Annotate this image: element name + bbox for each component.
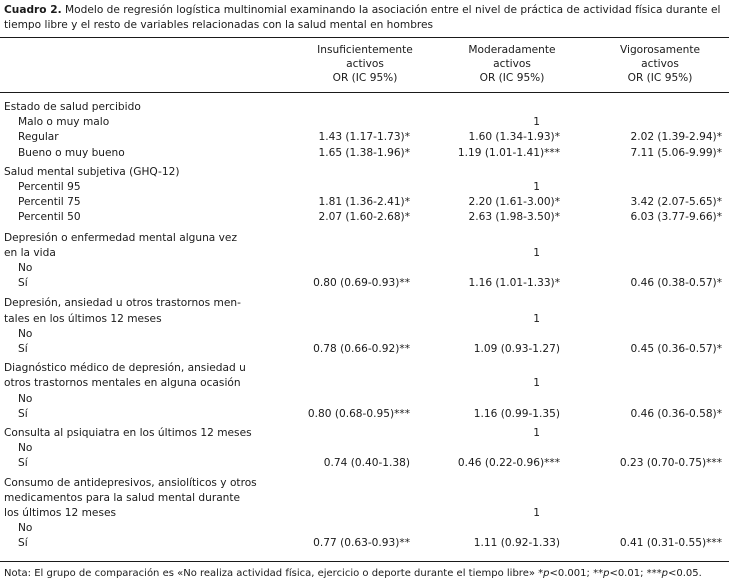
table-row [0,296,729,311]
col-header-line: activos [641,58,679,70]
note-text: <0.001; ** [549,568,604,579]
table-row [0,312,729,327]
note-p: p [543,568,550,579]
cell-col-3: 0.46 (0.36-0.58)* [630,407,722,420]
cell-col-2: 1.60 (1.34-1.93)* [468,131,560,144]
col-header-line: OR (IC 95%) [332,72,398,84]
table-row [0,261,729,276]
row-label: Salud mental subjetiva (GHQ-12) [4,165,180,178]
cell-col-1: 0.80 (0.68-0.95)*** [307,407,410,420]
cell-col-3: 6.03 (3.77-9.66)* [630,211,722,224]
cell-col-3: 0.41 (0.31-0.55)*** [619,537,722,550]
cell-col-2: 1.16 (0.99-1.35) [473,407,560,420]
col-header-line: Vigorosamente [619,44,700,56]
table-row [0,210,729,225]
table-note [4,566,702,581]
row-label: No [18,442,33,455]
table-row [0,521,729,536]
note-p: p [661,568,668,579]
cell-col-2: 1 [533,312,540,325]
cell-col-1: 0.80 (0.69-0.93)** [313,277,410,290]
table-row [0,506,729,521]
row-label: otros trastornos mentales en alguna ocasión [4,377,241,390]
col-header-insuficientemente [290,43,440,85]
cell-col-2: 2.20 (1.61-3.00)* [468,196,560,209]
cell-col-2: 0.46 (0.22-0.96)*** [457,457,560,470]
row-label: Depresión o enfermedad mental alguna vez [4,231,238,244]
row-label: Sí [18,343,28,355]
row-label: Percentil 95 [18,181,81,193]
table-row [0,165,729,180]
row-label: Bueno o muy bueno [18,146,125,159]
row-label: Sí [18,277,28,290]
cell-col-2: 1 [533,507,540,519]
col-header-line: OR (IC 95%) [479,72,545,84]
cell-col-3: 2.02 (1.39-2.94)* [630,131,722,144]
row-label: Estado de salud percibido [4,101,141,113]
cell-col-2: 1 [533,377,540,390]
cell-col-3: 0.23 (0.70-0.75)*** [619,457,722,470]
cell-col-2: 1 [533,246,540,259]
note-text: Nota: El grupo de comparación es «No realiza actividad física, ejercicio o deporte durante el tiempo libre» * [4,568,544,579]
cell-col-3: 0.45 (0.36-0.57)* [630,343,722,355]
cell-col-2: 1.09 (0.93-1.27) [473,343,560,355]
row-label: Regular [18,131,59,144]
row-label: No [18,392,33,405]
row-label: No [18,262,33,274]
col-header-line: activos [493,58,531,70]
table-row [0,407,729,422]
table-row [0,456,729,471]
cell-col-2: 1 [533,181,540,193]
table-row [0,476,729,491]
header-rule [0,92,729,93]
col-header-moderadamente [437,43,587,85]
cell-col-2: 1 [533,427,540,439]
bottom-rule [0,561,729,562]
row-label: Percentil 75 [18,196,81,209]
cell-col-3: 7.11 (5.06-9.99)* [630,146,722,159]
cell-col-1: 0.78 (0.66-0.92)** [313,343,410,355]
table-row [0,246,729,261]
caption-text: Modelo de regresión logística multinomial examinando la asociación entre el nivel de práctica de actividad física durante el tiempo libre y el resto de variables relacionadas con la salud mental en hombres [4,4,721,32]
row-label: Depresión, ansiedad u otros trastornos men- [4,297,241,310]
note-text: <0.05. [668,568,702,579]
row-label: Consulta al psiquiatra en los últimos 12 meses [4,427,252,439]
row-label: en la vida [4,246,56,259]
cell-col-2: 2.63 (1.98-3.50)* [468,211,560,224]
note-p: p [603,568,610,579]
cell-col-1: 1.65 (1.38-1.96)* [318,146,410,159]
table-row [0,195,729,210]
note-text: <0.01; *** [609,568,662,579]
col-header-line: Insuficientemente [317,44,413,56]
table-row [0,441,729,456]
cell-col-2: 1.11 (0.92-1.33) [473,537,560,550]
cell-col-2: 1 [533,116,540,129]
row-label: Sí [18,537,28,550]
col-header-line: OR (IC 95%) [627,72,693,84]
caption-label: Cuadro 2. [4,4,62,16]
cell-col-1: 1.43 (1.17-1.73)* [318,131,410,144]
row-label: No [18,327,33,340]
top-rule [0,37,729,38]
row-label: No [18,522,33,535]
table-row [0,130,729,145]
row-label: Sí [18,407,28,420]
row-label: Sí [18,457,28,470]
cell-col-2: 1.16 (1.01-1.33)* [468,277,560,290]
table-row [0,115,729,130]
table-row [0,426,729,441]
table-row [0,376,729,391]
cell-col-1: 1.81 (1.36-2.41)* [318,196,410,209]
cell-col-1: 0.77 (0.63-0.93)** [313,537,410,550]
cell-col-1: 2.07 (1.60-2.68)* [318,211,410,224]
table-row [0,100,729,115]
row-label: tales en los últimos 12 meses [4,312,162,325]
col-header-line: activos [346,58,384,70]
table-row [0,342,729,357]
cell-col-1: 0.74 (0.40-1.38) [323,457,410,470]
table-row [0,392,729,407]
col-header-vigorosamente [585,43,729,85]
row-label: medicamentos para la salud mental durante [4,491,241,504]
row-label: Consumo de antidepresivos, ansiolíticos y otros [4,476,257,489]
table-row [0,276,729,291]
table-row [0,327,729,342]
table-row [0,180,729,195]
table-row [0,491,729,506]
row-label: Diagnóstico médico de depresión, ansiedad u [4,362,246,375]
cell-col-2: 1.19 (1.01-1.41)*** [457,146,560,159]
table-row [0,146,729,161]
table-row [0,361,729,376]
table-caption [4,3,724,33]
row-label: Percentil 50 [18,211,81,224]
cell-col-3: 0.46 (0.38-0.57)* [630,277,722,290]
row-label: Malo o muy malo [18,116,110,129]
table-row [0,231,729,246]
row-label: los últimos 12 meses [4,507,116,519]
cell-col-3: 3.42 (2.07-5.65)* [630,196,722,209]
col-header-line: Moderadamente [468,44,556,56]
table-row [0,536,729,551]
